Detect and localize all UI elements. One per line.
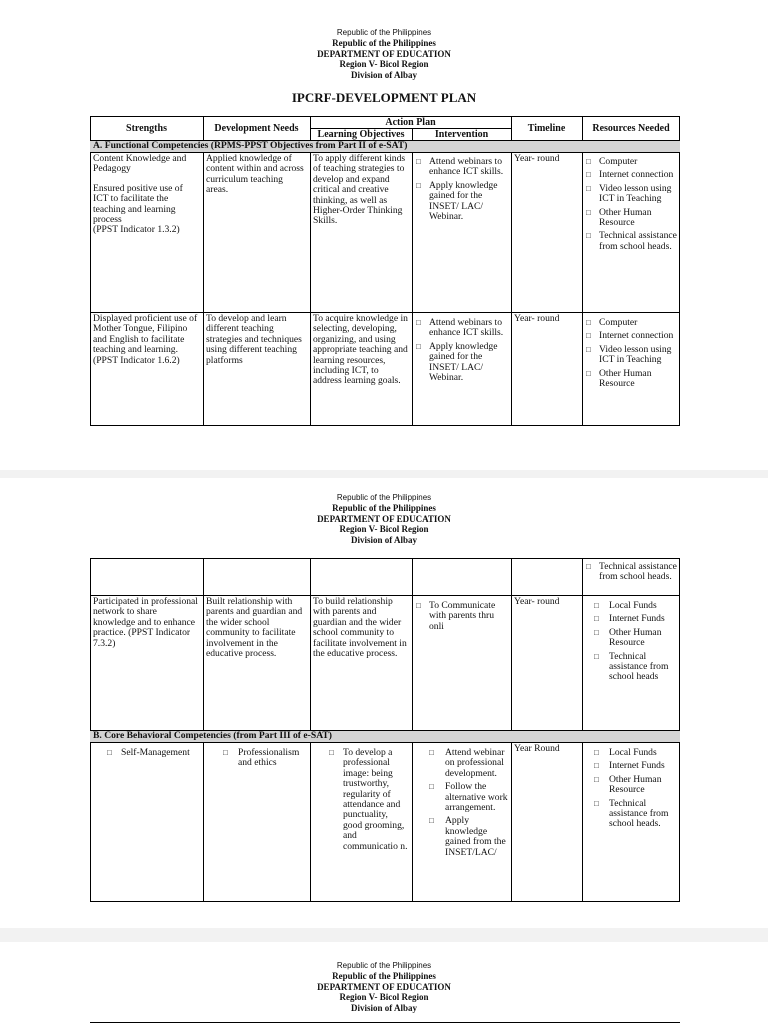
checkbox-icon: □ [594,774,599,784]
list-item: □ Video lesson using ICT in Teaching [586,343,672,366]
checkbox-icon: □ [416,601,421,610]
department-label: DEPARTMENT OF EDUCATION [317,513,451,524]
letterhead [0,28,768,80]
row3-learning-objectives: To build relationship with parents and guardian and the wider school community to facilitate involvement in the educative process. [313,596,407,660]
checkbox-icon: □ [594,761,599,771]
list-item: □ Internet connection [586,330,674,342]
row1-timeline: Year- round [514,153,560,164]
region-label: Region V- Bicol Region [339,59,429,69]
row3-timeline: Year- round [514,596,560,607]
republic-small: Republic of the Philippines [336,28,432,37]
republic-small: Republic of the Philippines [336,493,432,502]
checkbox-icon: □ [586,231,591,241]
list-item: □ Self-Management [107,747,190,758]
checkbox-icon: □ [586,157,591,166]
checkbox-icon: □ [223,748,228,757]
list-item: □ Local Funds [594,747,657,758]
checkbox-icon: □ [586,368,591,378]
row3-strengths: Participated in professional network to share knowledge and to enhance practice. (PPST Indicator 7.3.2) [93,596,198,649]
page-1 [0,0,768,470]
checkbox-icon: □ [594,651,599,661]
row4-resources [582,747,680,901]
section-a-label: A. Functional Competencies (RPMS-PPST Objectives from Part II of e-SAT) [90,140,680,153]
checkbox-icon: □ [594,798,599,808]
checkbox-icon: □ [594,627,599,637]
col-intervention: Intervention [434,128,489,140]
row2-timeline: Year- round [514,313,560,324]
list-item: □ Apply knowledge gained for the INSET/ LAC/ Webinar. [416,340,498,384]
checkbox-icon: □ [594,601,599,610]
row3-intervention [412,600,511,730]
checkbox-icon: □ [416,180,421,190]
col-learning-objectives: Learning Objectives [317,128,405,140]
division-label: Division of Albay [350,534,417,545]
list-item: □ Video lesson using ICT in Teaching [586,182,672,205]
division-label: Division of Albay [350,1002,417,1013]
list-item: □ Local Funds [594,600,657,611]
list-item: □ Attend webinars to enhance ICT skills. [416,317,504,339]
checkbox-icon: □ [429,816,434,826]
list-item: □ Apply knowledge gained from the INSET/LAC/ [429,815,506,858]
row4-development-needs [203,747,310,901]
row1-development-needs: Applied knowledge of content within and across curriculum teaching areas. [206,153,304,196]
division-label: Division of Albay [350,69,417,80]
list-item: □ Internet Funds [594,760,665,772]
col-resources: Resources Needed [592,122,670,134]
republic-label: Republic of the Philippines [332,38,436,48]
checkbox-icon: □ [594,748,599,757]
list-item: □ Technical assistance from school heads. [586,230,677,252]
carry-resources [582,561,680,595]
row4-timeline: Year Round [514,743,560,754]
checkbox-icon: □ [586,562,591,571]
list-item: □ Follow the alternative work arrangement. [429,781,508,814]
checkbox-icon: □ [586,344,591,354]
page-title: IPCRF-DEVELOPMENT PLAN [291,90,477,105]
list-item: □ Internet connection [586,169,674,181]
republic-label: Republic of the Philippines [332,971,436,981]
list-item: □ Computer [586,317,638,328]
list-item: □ To Communicate with parents thru onli [416,600,496,632]
col-timeline: Timeline [527,122,566,134]
region-label: Region V- Bicol Region [339,524,429,534]
col-strengths: Strengths [126,122,167,134]
development-plan-table [90,116,680,426]
col-action-plan: Action Plan [385,116,436,128]
checkbox-icon: □ [329,748,334,757]
checkbox-icon: □ [586,207,591,217]
list-item: □ Other Human Resource [586,367,652,390]
checkbox-icon: □ [429,748,434,757]
list-item: □ Technical assistance from school heads. [594,797,669,830]
list-item: □ Technical assistance from school heads [594,650,669,683]
page-2 [0,478,768,928]
checkbox-icon: □ [429,782,434,792]
row1-strength-indicator: (PPST Indicator 1.3.2) [93,224,180,236]
department-label: DEPARTMENT OF EDUCATION [317,48,451,59]
checkbox-icon: □ [416,157,421,166]
checkbox-icon: □ [586,170,591,180]
list-item: □ Apply knowledge gained for the INSET/ LAC/ Webinar. [416,179,498,223]
region-label: Region V- Bicol Region [339,992,429,1002]
checkbox-icon: □ [107,748,112,757]
checkbox-icon: □ [586,183,591,193]
col-development-needs: Development Needs [214,122,299,134]
row4-intervention [412,747,511,901]
list-item: □ Other Human Resource [594,626,662,649]
row1-learning-objectives: To apply different kinds of teaching strategies to develop and expand critical and creative thinking, as well as Higher-Order Thinking Skills. [313,153,406,227]
letterhead [0,961,768,1013]
development-plan-table-continued [90,558,680,902]
row1-intervention [412,156,511,312]
checkbox-icon: □ [586,318,591,327]
list-item: □ Other Human Resource [594,773,662,796]
list-item: □ Technical assistance from school heads. [586,561,677,583]
list-item: □ Other Human Resource [586,206,652,229]
row1-resources [582,156,680,312]
list-item: □ Professionalism and ethics [223,747,300,769]
row4-learning-objectives [310,747,412,901]
row1-strengths [90,153,203,312]
letterhead [0,493,768,545]
row2-strengths: Displayed proficient use of Mother Tongue, Filipino and English to facilitate teaching and learning. (PPST Indicator 1.6.2) [93,313,198,366]
row2-learning-objectives: To acquire knowledge in selecting, developing, organizing, and using appropriate teaching and learning resources, including ICT, to address learning goals. [313,313,408,387]
list-item: □ Attend webinars to enhance ICT skills. [416,156,504,178]
row2-development-needs: To develop and learn different teaching strategies and techniques using different teaching platforms [206,313,302,366]
checkbox-icon: □ [416,318,421,327]
republic-label: Republic of the Philippines [332,503,436,513]
republic-small: Republic of the Philippines [336,961,432,970]
list-item: □ Attend webinar on professional development. [429,747,505,779]
checkbox-icon: □ [416,341,421,351]
checkbox-icon: □ [594,614,599,624]
list-item: □ Computer [586,156,638,167]
row2-intervention [412,317,511,425]
list-item: □ To develop a professional image: being trustworthy, regularity of attendance and punctuality, good grooming, and communicatio n. [329,747,408,852]
row3-resources [582,600,680,730]
department-label: DEPARTMENT OF EDUCATION [317,981,451,992]
row1-strength-text: Ensured positive use of ICT to facilitate the teaching and learning process [93,182,183,226]
row2-resources [582,317,680,425]
section-b-label: B. Core Behavioral Competencies (from Part III of e-SAT) [90,730,680,743]
row3-development-needs: Built relationship with parents and guardian and the wider school community to facilitate involvement in the educative process. [206,596,303,660]
checkbox-icon: □ [586,331,591,341]
page-3 [0,942,768,1024]
row1-strength-title: Content Knowledge and Pedagogy [93,153,187,175]
row4-strengths [90,747,203,901]
list-item: □ Internet Funds [594,613,665,625]
